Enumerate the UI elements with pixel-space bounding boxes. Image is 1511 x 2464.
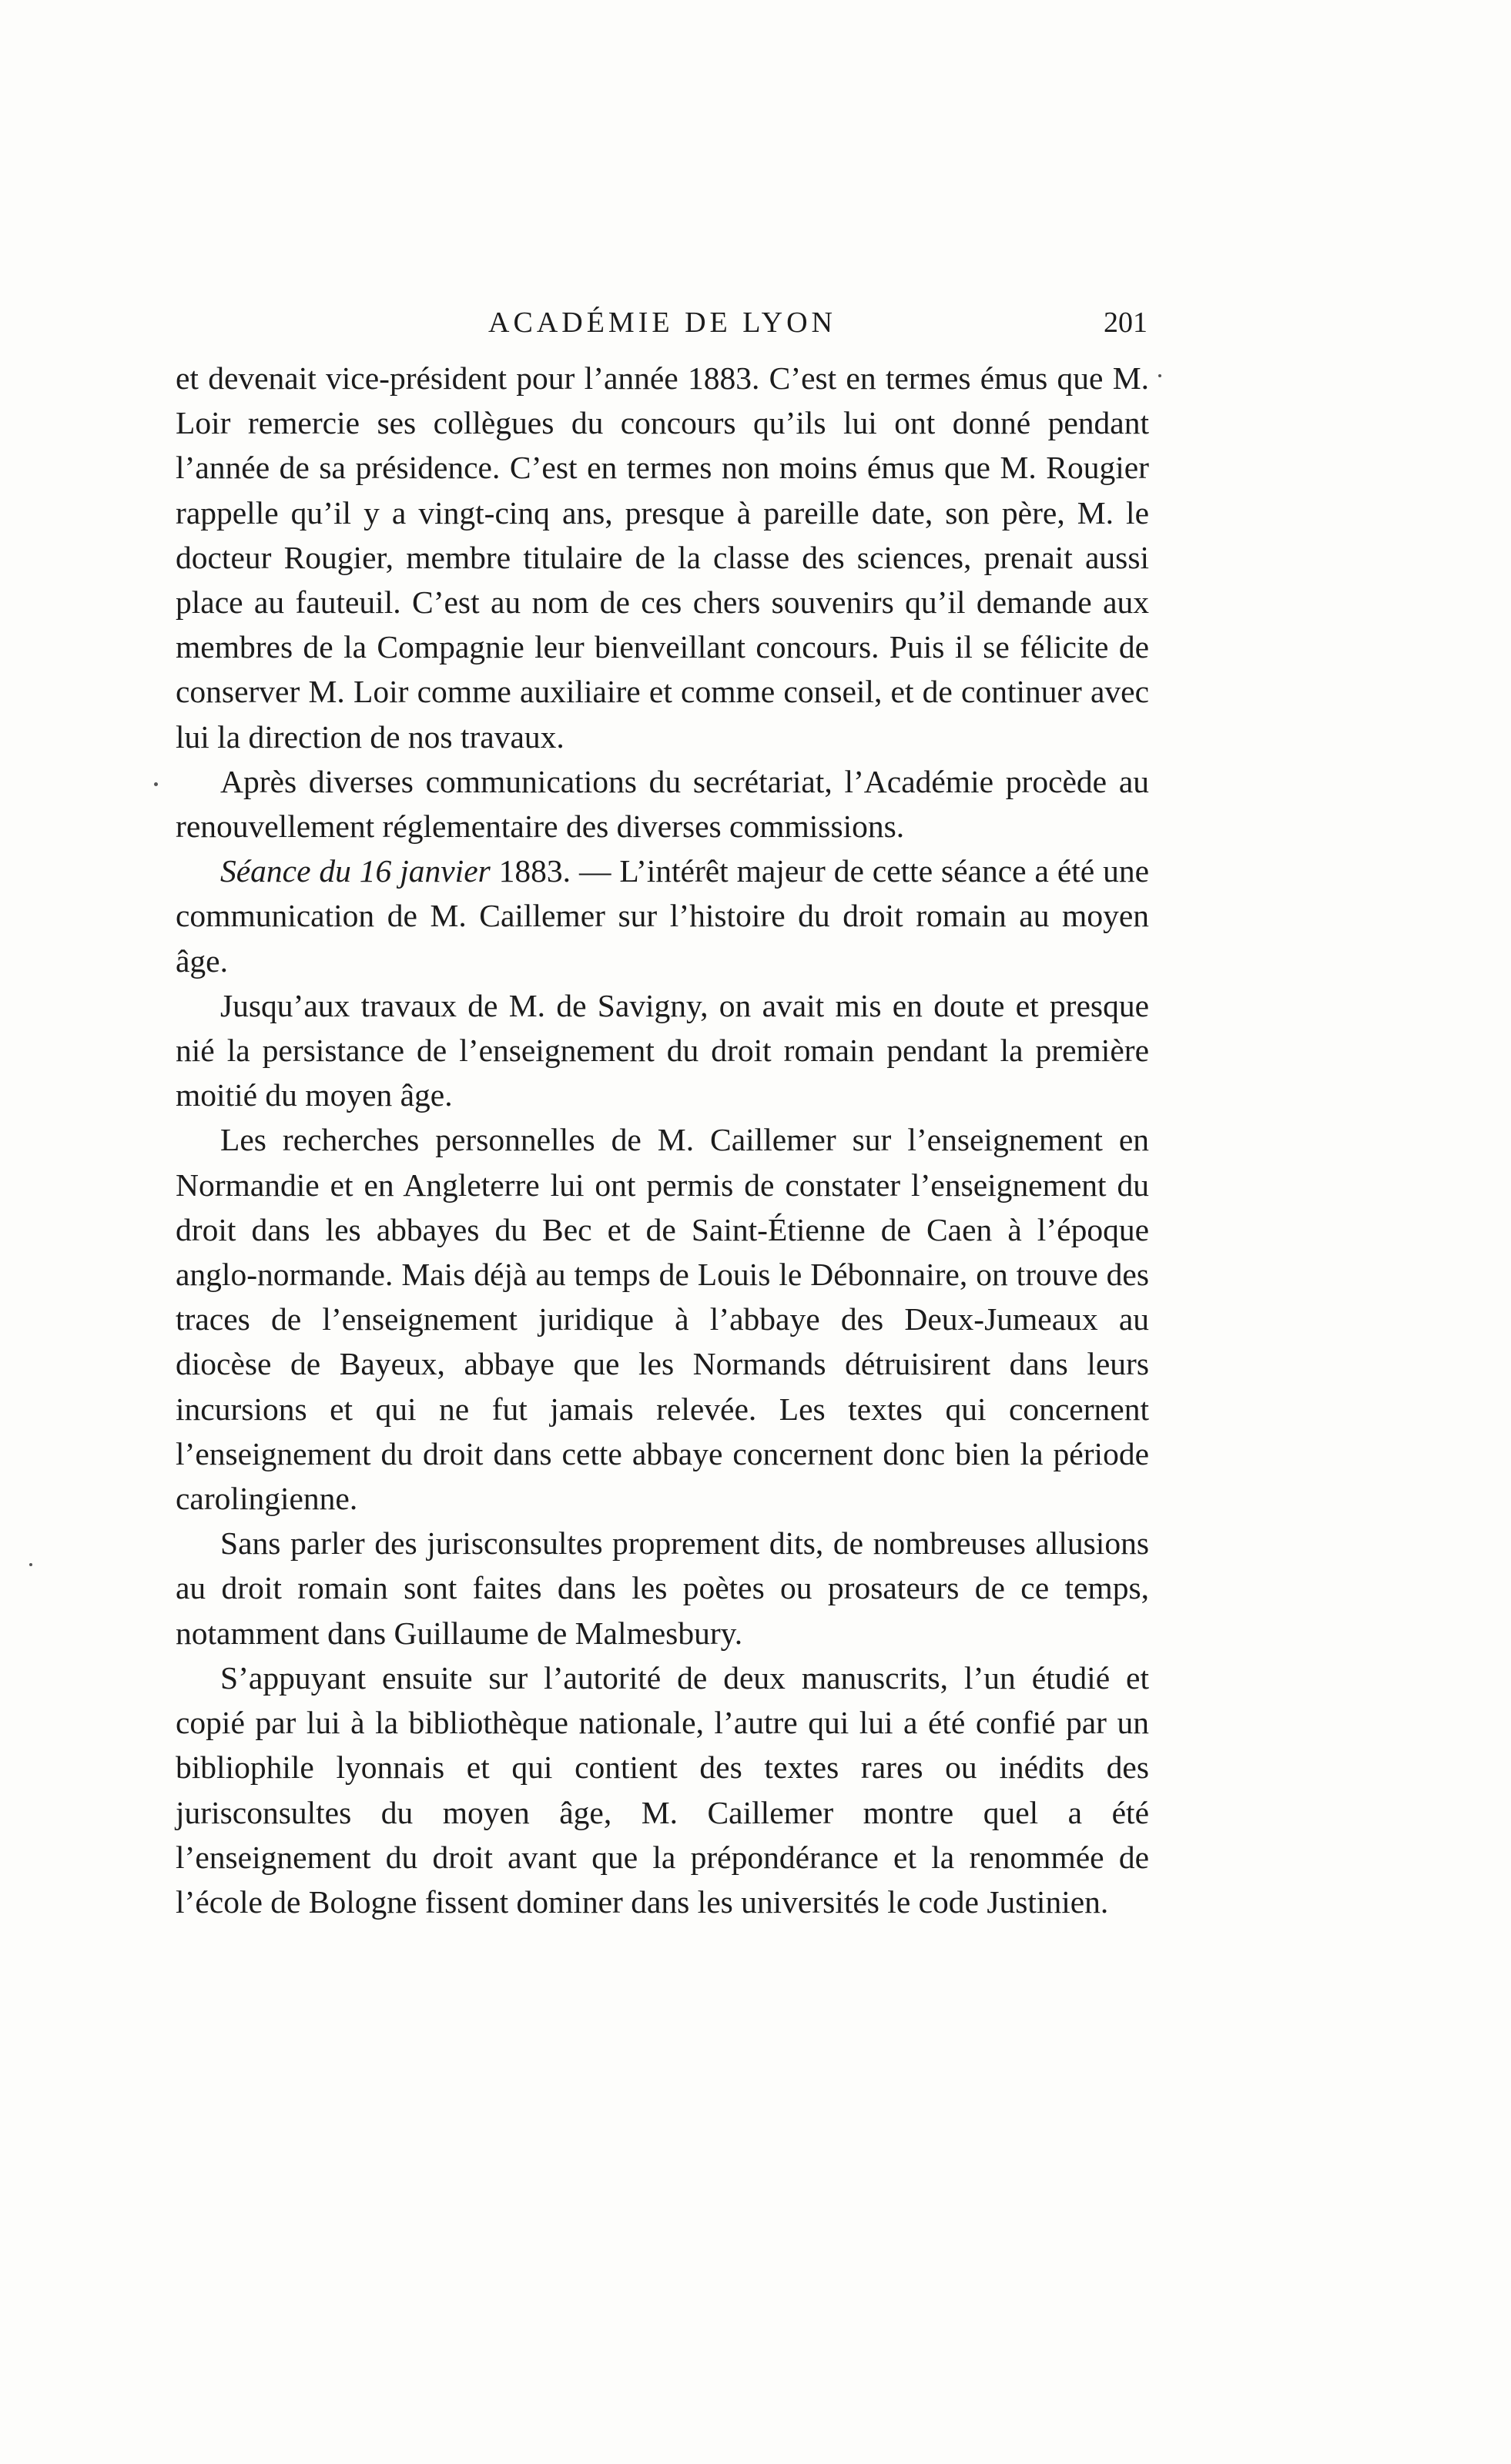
paragraph [176, 1656, 1149, 1924]
paper-speck [29, 1563, 32, 1566]
running-header [177, 303, 1147, 342]
body-text [176, 356, 1149, 1924]
seance-date-label: Séance du 16 janvier [220, 853, 491, 889]
paragraph-text: Sans parler des jurisconsultes proprement dits, de nombreuses allusions au droit romain sont faites dans les poètes ou prosateurs de ce temps, notamment dans Guillaume de Malmesbury. [176, 1525, 1149, 1651]
paragraph-text: Jusqu’aux travaux de M. de Savigny, on avait mis en doute et presque nié la persistance de l’enseignement du droit romain pendant la première moitié du moyen âge. [176, 987, 1149, 1113]
seance-year: 1883. [498, 853, 571, 889]
paragraph-seance [176, 849, 1149, 983]
running-title: ACADÉMIE DE LYON [488, 306, 836, 339]
paragraph-text: Les recherches personnelles de M. Caillemer sur l’enseignement en Normandie et en Angleterre lui ont permis de constater l’enseignement du droit dans les abbayes du Bec et de Saint-Étienne de Caen à l’époque anglo-normande. Mais déjà au temps de Louis le Débonnaire, on trouve des traces de l’enseignement juridique à l’abbaye des Deux-Jumeaux au diocèse de Bayeux, abbaye que les Normands détruisirent dans leurs incursions et qui ne fut jamais relevée. Les textes qui concernent l’enseignement du droit dans cette abbaye concernent donc bien la période carolingienne. [176, 1122, 1149, 1517]
paragraph-text: — L’intérêt majeur de cette séance a été une communication de M. Caillemer sur l’histoire du droit romain au moyen âge. [176, 853, 1150, 979]
paper-speck [1158, 374, 1161, 377]
paragraph-text: et devenait vice-président pour l’année 1883. C’est en termes émus que M. Loir remercie ses collègues du concours qu’ils lui ont donné pendant l’année de sa présidence. C’est en termes non moins émus que M. Rougier rappelle qu’il y a vingt-cinq ans, presque à pareille date, son père, M. le docteur Rougier, membre titulaire de la classe des sciences, prenait aussi place au fauteuil. C’est au nom de ces chers souvenirs qu’il demande aux membres de la Compagnie leur bienveillant concours. Puis il se félicite de conserver M. Loir comme auxiliaire et comme conseil, et de continuer avec lui la direction de nos travaux. [176, 360, 1149, 755]
paragraph [176, 1521, 1149, 1656]
paragraph-text: Après diverses communications du secrétariat, l’Académie procède au renouvellement réglementaire des diverses commissions. [176, 763, 1149, 845]
paragraph [176, 983, 1149, 1118]
paragraph-text: S’appuyant ensuite sur l’autorité de deux manuscrits, l’un étudié et copié par lui à la bibliothèque nationale, l’autre qui lui a été confié par un bibliophile lyonnais et qui contient des textes rares ou inédits des jurisconsultes du moyen âge, M. Caillemer montre quel a été l’enseignement du droit avant que la prépondérance et la renommée de l’école de Bologne fissent dominer dans les universités le code Justinien. [176, 1659, 1149, 1920]
paragraph [176, 1117, 1149, 1521]
paragraph-continuation [176, 356, 1149, 759]
paper-speck [154, 782, 158, 786]
page-number: 201 [1104, 306, 1147, 339]
paragraph [176, 759, 1149, 849]
